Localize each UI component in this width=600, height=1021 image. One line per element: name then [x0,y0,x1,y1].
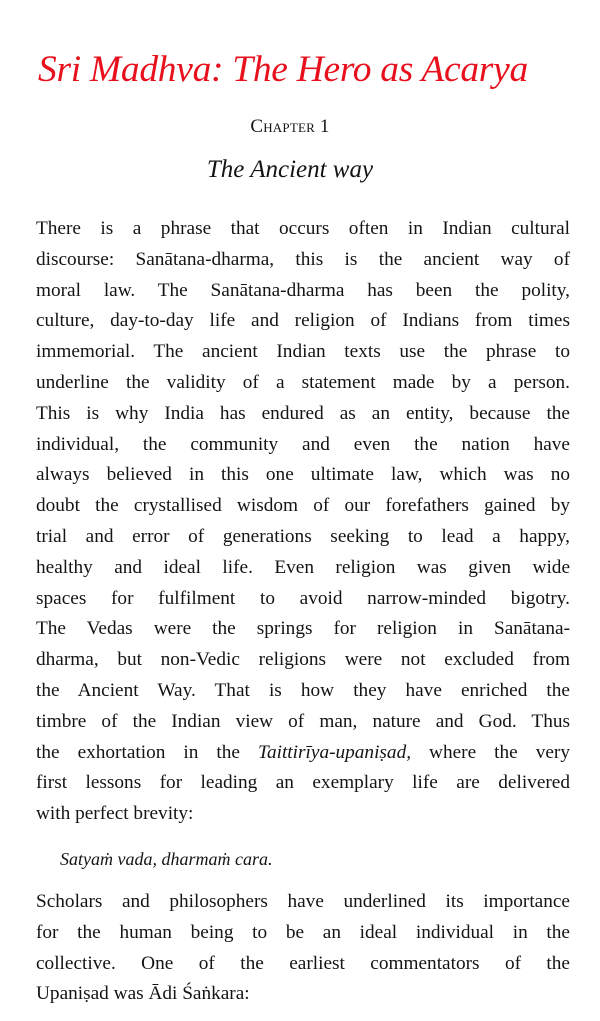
text-line: spaces for fulfilment to avoid narrow-minded bigotry. [36,587,570,609]
body-paragraph-2 [36,887,570,1010]
text-line: trial and error of generations seeking to lead a happy, [36,525,570,547]
text-line: healthy and ideal life. Even religion was given wide [36,556,570,578]
chapter-title: The Ancient way [206,156,374,183]
text-line: Scholars and philosophers have underlined its importance [36,891,570,912]
text-line: dharma, but non-Vedic religions were not excluded from [36,649,570,671]
text-line: the Ancient Way. That is how they have enriched the [36,679,570,701]
text-line: culture, day-to-day life and religion of Indians from times [36,310,570,332]
text-line: This is why India has endured as an entity, because the [36,402,570,424]
text-line: immemorial. The ancient Indian texts use the phrase to [36,341,570,363]
text-line: timbre of the Indian view of man, nature and God. Thus [36,710,570,732]
text-line: moral law. The Sanātana-dharma has been the polity, [36,279,570,301]
text-line: with perfect brevity: [36,803,194,825]
text-fragment: the exhortation in the [36,741,258,763]
text-line: There is a phrase that occurs often in Indian cultural [36,218,570,239]
work-title-reference: Taittirīya-upaniṣad, [258,741,412,763]
text-fragment: where the very [411,741,570,763]
text-line: The Vedas were the springs for religion in Sanātana- [36,618,570,640]
text-line: always believed in this one ultimate law, which was no [36,464,570,486]
text-line: first lessons for leading an exemplary life are delivered [36,772,570,794]
book-title: Sri Madhva: The Hero as Acarya [38,49,528,90]
text-line: underline the validity of a statement made by a person. [36,371,570,393]
text-line: individual, the community and even the nation have [36,433,570,455]
text-line: Upaniṣad was Ādi Śaṅkara: [36,983,250,1005]
text-line: for the human being to be an ideal individual in the [36,921,570,943]
text-line: collective. One of the earliest commentators of the [36,952,570,974]
chapter-label: Chapter 1 [250,116,330,137]
text-line: doubt the crystallised wisdom of our forefathers gained by [36,495,570,517]
body-paragraph-1 [36,214,570,830]
sanskrit-quote: Satyaṁ vada, dharmaṁ cara. [60,849,273,869]
text-line: discourse: Sanātana-dharma, this is the ancient way of [36,248,570,270]
text-line [36,738,570,769]
